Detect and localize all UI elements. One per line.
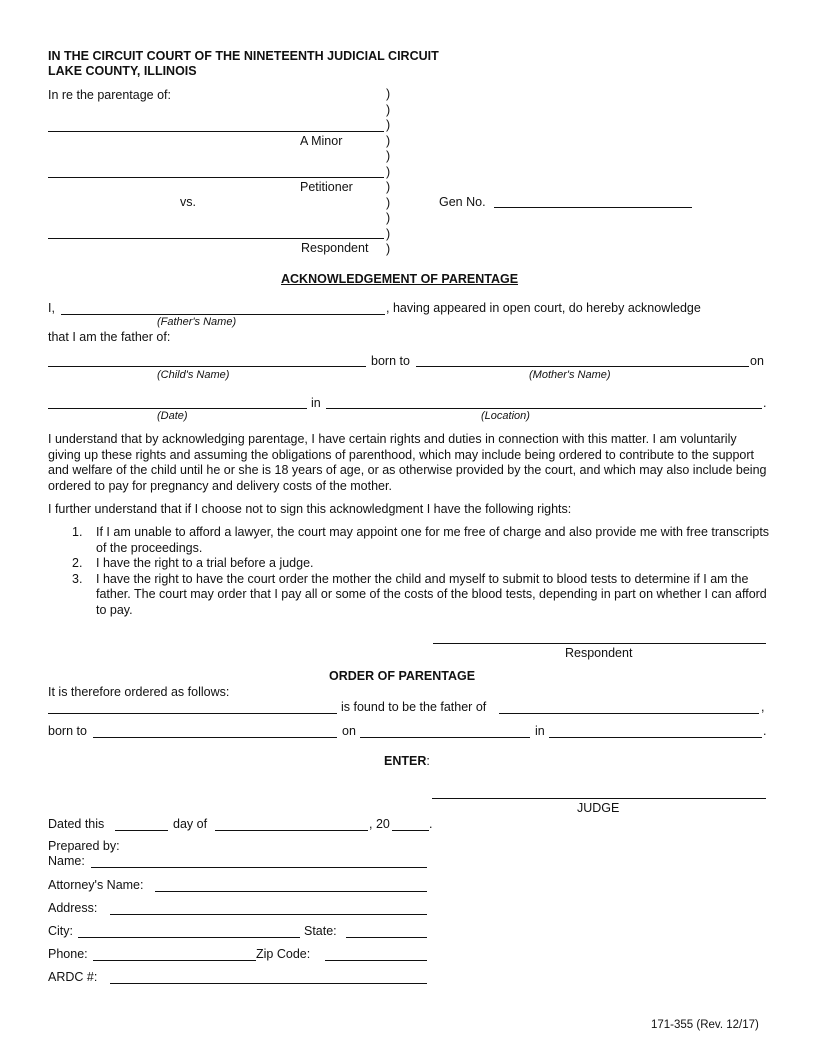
childs-name-line[interactable] (48, 366, 366, 367)
rights-list-item: 2. I have the right to a trial before a judge. (72, 556, 314, 570)
prepared-by-label: Prepared by: (48, 839, 120, 853)
address-label: Address: (48, 901, 98, 915)
order-title: ORDER OF PARENTAGE (329, 669, 476, 683)
order-mother-line[interactable] (93, 737, 337, 738)
in-text: in (311, 396, 321, 410)
city-line[interactable] (78, 937, 300, 938)
court-name-line2: LAKE COUNTY, ILLINOIS (48, 64, 197, 78)
dated-day-line[interactable] (115, 830, 168, 831)
phone-line[interactable] (93, 960, 256, 961)
mothers-name-line[interactable] (416, 366, 749, 367)
court-name-line1: IN THE CIRCUIT COURT OF THE NINETEENTH JUDICIAL CIRCUIT (48, 49, 439, 63)
enter-label: ENTER: (384, 754, 430, 768)
further-understand-paragraph: I further understand that if I choose not to sign this acknowledgment I have the following rights: (48, 502, 572, 516)
respondent-signature-label: Respondent (565, 646, 633, 660)
period-text: . (763, 396, 767, 410)
location-caption: (Location) (481, 410, 530, 422)
petitioner-label: Petitioner (300, 180, 353, 194)
respondent-label: Respondent (301, 241, 369, 255)
rights-list (48, 525, 772, 618)
dated-month-line[interactable] (215, 830, 368, 831)
name-label: Name: (48, 854, 85, 868)
dated-this-label: Dated this (48, 817, 105, 831)
dated-period: . (429, 817, 433, 831)
phone-label: Phone: (48, 947, 88, 961)
respondent-signature-line[interactable] (433, 643, 766, 644)
zip-code-label: Zip Code: (256, 947, 311, 961)
year-prefix-label: , 20 (369, 817, 390, 831)
caption-parens: ) ) ) ) ) ) ) ) ) ) ) (386, 87, 391, 256)
state-line[interactable] (346, 937, 427, 938)
order-date-line[interactable] (360, 737, 530, 738)
father-of-text: that I am the father of: (48, 330, 171, 344)
in-re-label: In re the parentage of: (48, 88, 172, 102)
date-line[interactable] (48, 408, 307, 409)
found-father-text: is found to be the father of (341, 700, 487, 714)
order-born-to-text: born to (48, 724, 87, 738)
rights-list-item: 3. I have the right to have the court order the mother the child and myself to submit to blood tests to determine if I am the father. The court may order that I pay all or some of the costs of the blood tests, depending in part on whether I can afford to pay. (72, 571, 767, 617)
child-found-line[interactable] (499, 713, 759, 714)
on-text: on (750, 354, 764, 368)
form-number: 171-355 (Rev. 12/17) (651, 1019, 759, 1031)
born-to-text: born to (371, 354, 410, 368)
order-on-text: on (342, 724, 356, 738)
acknowledgement-title: ACKNOWLEDGEMENT OF PARENTAGE (281, 272, 519, 286)
comma-text: , (761, 700, 765, 714)
zip-code-line[interactable] (325, 960, 427, 961)
fathers-name-line[interactable] (61, 314, 385, 315)
childs-name-caption: (Child's Name) (157, 369, 230, 381)
ordered-text: It is therefore ordered as follows: (48, 685, 230, 699)
name-line[interactable] (91, 867, 427, 868)
judge-signature-line[interactable] (432, 798, 766, 799)
ardc-label: ARDC #: (48, 970, 98, 984)
rights-paragraph: I understand that by acknowledging parentage, I have certain rights and duties in connection with this matter. I am voluntarily giving up these rights and assuming the obligations of parenthood, which may include being ordered to contribute to the support and welfare of the child until he or she is 18 years of age, or as otherwise provided by the court, and which may also include being ordered to pay for pregnancy and delivery costs of the mother. (48, 432, 767, 493)
order-in-text: in (535, 724, 545, 738)
order-location-line[interactable] (549, 737, 762, 738)
state-label: State: (304, 924, 337, 938)
i-prefix: I, (48, 301, 55, 315)
order-period-text: . (763, 724, 767, 738)
mothers-name-caption: (Mother's Name) (529, 369, 611, 381)
petitioner-name-line[interactable] (48, 177, 384, 178)
ardc-line[interactable] (110, 983, 427, 984)
respondent-name-line[interactable] (48, 238, 384, 239)
date-caption: (Date) (157, 410, 188, 422)
minor-label: A Minor (300, 134, 343, 148)
judge-label: JUDGE (577, 801, 620, 815)
gen-no-line[interactable] (494, 207, 692, 208)
attorney-name-line[interactable] (155, 891, 427, 892)
dated-year-line[interactable] (392, 830, 429, 831)
fathers-name-caption: (Father's Name) (157, 316, 237, 328)
address-line[interactable] (110, 914, 427, 915)
city-label: City: (48, 924, 73, 938)
father-found-line[interactable] (48, 713, 337, 714)
location-line[interactable] (326, 408, 762, 409)
appeared-text: , having appeared in open court, do hereby acknowledge (386, 301, 701, 315)
attorney-name-label: Attorney's Name: (48, 878, 144, 892)
rights-list-item: 1. If I am unable to afford a lawyer, the court may appoint one for me free of charge and also provide me with free transcripts of the proceedings. (72, 525, 770, 555)
minor-name-line[interactable] (48, 131, 384, 132)
gen-no-label: Gen No. (439, 195, 486, 209)
day-of-label: day of (173, 817, 208, 831)
vs-label: vs. (180, 195, 196, 209)
